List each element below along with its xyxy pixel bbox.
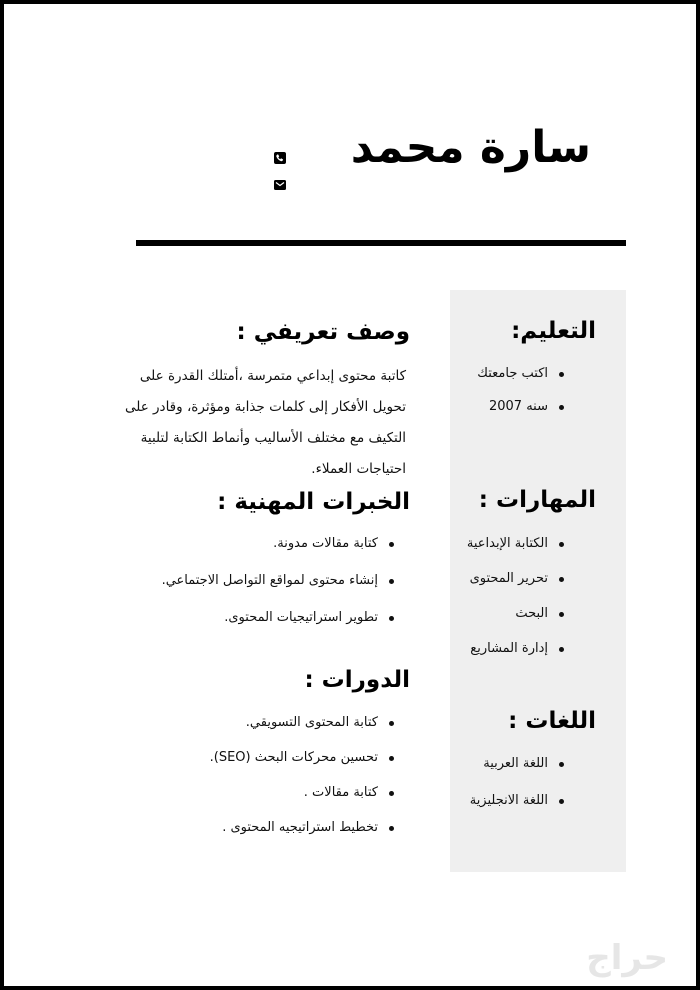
list-item: كتابة المحتوى التسويقي.	[210, 715, 396, 730]
header-divider	[136, 240, 626, 246]
list-item: البحث	[467, 606, 566, 621]
candidate-name: سارة محمد	[350, 122, 591, 173]
skills-list	[467, 536, 566, 656]
experience-heading: الخبرات المهنية :	[217, 489, 410, 515]
list-item: تخطيط استراتيجيه المحتوى .	[210, 820, 396, 835]
languages-heading: اللغات :	[508, 708, 596, 734]
list-item: اكتب جامعتك	[477, 366, 566, 381]
list-item: سنه 2007	[477, 399, 566, 414]
phone-icon	[272, 151, 288, 165]
list-item: كتابة مقالات .	[210, 785, 396, 800]
courses-heading: الدورات :	[304, 667, 410, 693]
experience-list	[162, 536, 396, 625]
list-item: كتابة مقالات مدونة.	[162, 536, 396, 551]
list-item: إدارة المشاريع	[467, 641, 566, 656]
languages-list	[470, 756, 566, 808]
list-item: تطوير استراتيجيات المحتوى.	[162, 610, 396, 625]
about-heading: وصف تعريفي :	[236, 319, 410, 345]
education-list	[477, 366, 566, 414]
education-heading: التعليم:	[511, 318, 596, 344]
list-item: اللغة العربية	[470, 756, 566, 771]
list-item: تحسين محركات البحث (SEO).	[210, 750, 396, 765]
list-item: تحرير المحتوى	[467, 571, 566, 586]
list-item: إنشاء محتوى لمواقع التواصل الاجتماعي.	[162, 573, 396, 588]
list-item: اللغة الانجليزية	[470, 793, 566, 808]
envelope-icon	[272, 178, 288, 192]
about-text: كاتبة محتوى إبداعي متمرسة ،أمتلك القدرة على تحويل الأفكار إلى كلمات جذابة ومؤثرة، وقادر على التكيف مع مختلف الأساليب وأنماط الكتابة لتلبية احتياجات العملاء.	[124, 368, 406, 477]
skills-heading: المهارات :	[478, 487, 596, 513]
courses-list	[210, 715, 396, 835]
watermark-logo: حراج	[586, 938, 668, 978]
list-item: الكتابة الإبداعية	[467, 536, 566, 551]
